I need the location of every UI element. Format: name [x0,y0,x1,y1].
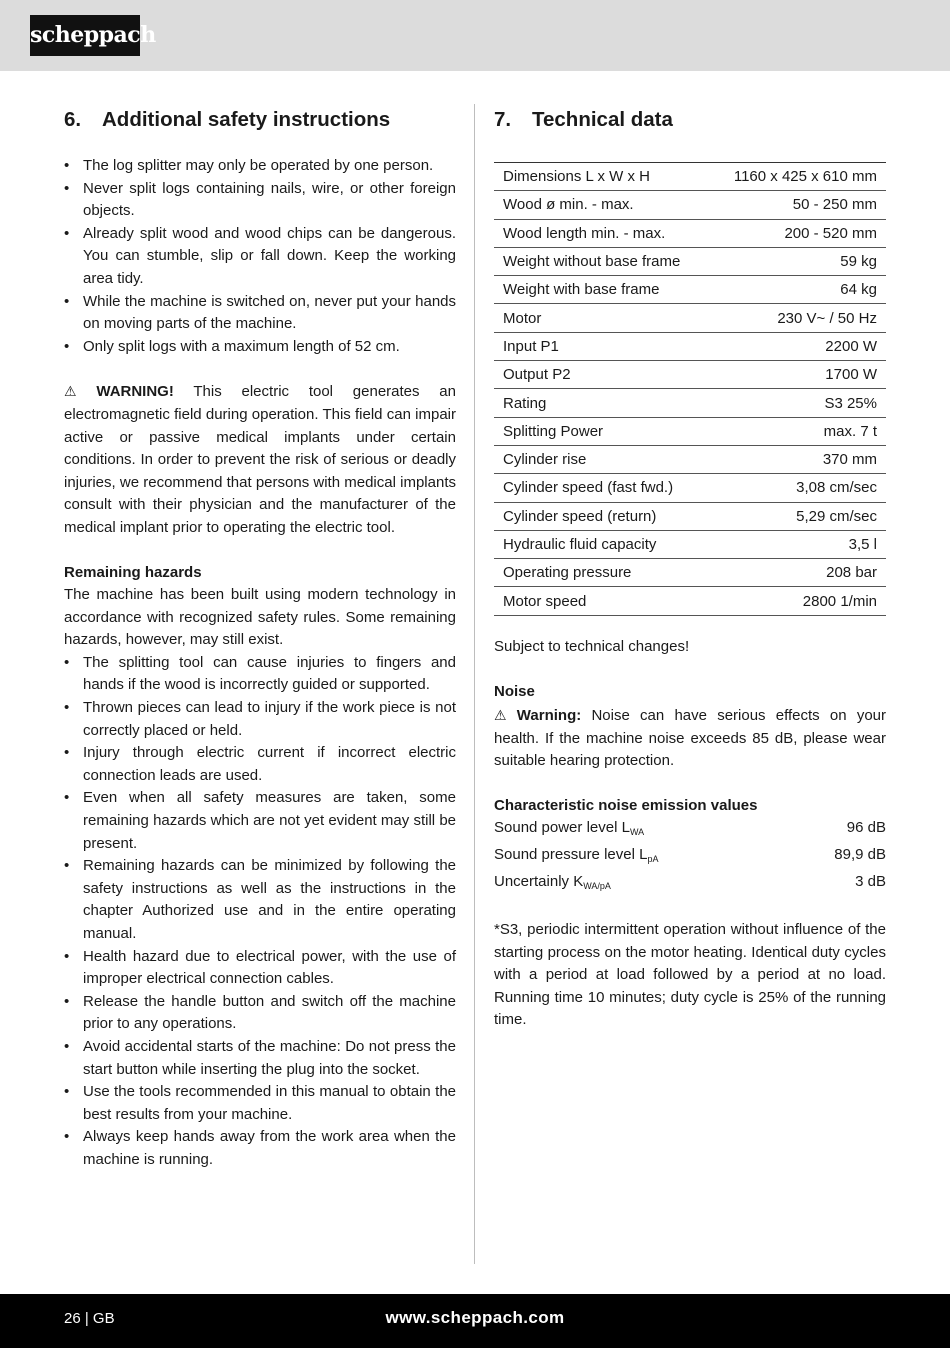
spec-value: 3,08 cm/sec [709,474,886,502]
spec-label: Splitting Power [494,417,709,445]
spec-value: 64 kg [709,276,886,304]
spec-value: 1160 x 425 x 610 mm [709,163,886,191]
list-item: • The log splitter may only be operated by one person. [64,155,456,178]
table-row [494,389,886,417]
table-row [494,219,886,247]
technical-changes-note: Subject to technical changes! [494,637,690,655]
spec-value: 230 V~ / 50 Hz [709,304,886,332]
section-6-number: 6. [64,108,82,131]
emission-value: 96 dB [846,819,886,837]
remaining-hazards-intro: The machine has been built using modern technology in accordance with recognized safety rules. Some remaining hazards, however, may still exist. [64,586,456,649]
section-6-heading [64,104,456,136]
emission-value: 89,9 dB [834,845,886,863]
emission-label: Sound power level $L_{WA}$ [494,819,645,838]
spec-label: Motor speed [494,587,709,615]
table-row [494,502,886,530]
table-row [494,559,886,587]
list-item: • The splitting tool can cause injuries to fingers and hands if the wood is incorrectly guided or supported. [64,652,456,697]
warning-triangle-icon: ⚠ [494,706,507,723]
spec-label: Dimensions L x W x H [494,163,709,191]
spec-label: Input P1 [494,332,709,360]
spec-label: Cylinder speed (return) [494,502,709,530]
noise-warning-text: Noise can have serious effects on your health. If the machine noise exceeds 85 dB, please wear suitable hearing protection. [494,706,886,770]
section-7-heading [494,104,886,136]
list-item: • Remaining hazards can be minimized by following the safety instructions as well as the instructions in the chapter Authorized use and in the entire operating manual. [64,855,456,945]
website-url: www.scheppach.com [385,1308,565,1327]
footer-bar [0,1294,950,1348]
table-row [494,361,886,389]
section-7-title: Technical data [532,108,673,131]
hazards-bullet-list [64,652,456,1172]
spec-value: 1700 W [709,361,886,389]
emission-values-heading: Characteristic noise emission values [494,796,758,814]
list-item: • Use the tools recommended in this manual to obtain the best results from your machine. [64,1081,456,1126]
spec-value: 370 mm [709,445,886,473]
section-technical-data [494,104,886,1032]
table-row [494,530,886,558]
noise-heading: Noise [494,683,535,701]
list-item: • Release the handle button and switch off the machine prior to any operations. [64,991,456,1036]
spec-value: S3 25% [709,389,886,417]
list-item: • Always keep hands away from the work area when the machine is running. [64,1126,456,1171]
spec-label: Cylinder rise [494,445,709,473]
table-row [494,445,886,473]
table-row [494,474,886,502]
spec-value: 208 bar [709,559,886,587]
remaining-hazards-heading: Remaining hazards [64,563,202,581]
emission-row [494,871,886,898]
page-number: 26 | GB [64,1310,115,1327]
spec-value: 2800 1/min [709,587,886,615]
table-row [494,163,886,191]
warning-label: WARNING! [96,383,174,401]
table-row [494,191,886,219]
spec-value: 5,29 cm/sec [709,502,886,530]
spec-value: 200 - 520 mm [709,219,886,247]
table-row [494,247,886,275]
list-item: • Injury through electric current if incorrect electric connection leads are used. [64,742,456,787]
column-divider [474,104,475,1264]
s3-duty-cycle-note: *S3, periodic intermittent operation without influence of the starting process on the motor heating. Identical duty cycles with a period at load followed by a period at no load. Running time 10 minutes; duty cycle is 25% of the running time. [494,921,886,1029]
emf-warning-paragraph [64,380,456,539]
section-7-number: 7. [494,108,512,131]
list-item: • Already split wood and wood chips can be dangerous. You can stumble, slip or fall down. Keep the working area tidy. [64,223,456,291]
list-item: • Only split logs with a maximum length of 52 cm. [64,336,456,359]
table-row [494,276,886,304]
list-item: • Health hazard due to electrical power, with the use of improper electrical connection cables. [64,946,456,991]
spec-label: Hydraulic fluid capacity [494,530,709,558]
spec-label: Output P2 [494,361,709,389]
section-safety-instructions [64,104,456,1172]
list-item: • Never split logs containing nails, wire, or other foreign objects. [64,178,456,223]
spec-label: Motor [494,304,709,332]
list-item: • Thrown pieces can lead to injury if the work piece is not correctly placed or held. [64,697,456,742]
noise-warning-label: Warning: [516,706,582,724]
spec-label: Operating pressure [494,559,709,587]
spec-label: Cylinder speed (fast fwd.) [494,474,709,502]
technical-data-table [494,162,886,616]
spec-value: 50 - 250 mm [709,191,886,219]
table-row [494,304,886,332]
spec-label: Weight without base frame [494,247,709,275]
emission-row [494,844,886,871]
table-row [494,417,886,445]
safety-bullet-list [64,155,456,358]
noise-warning-paragraph [494,704,886,773]
brand-logo: scheppach [30,15,140,56]
emission-label: Uncertainly $K_{WA/pA}$ [494,872,611,891]
spec-label: Wood ø min. - max. [494,191,709,219]
spec-value: 3,5 l [709,530,886,558]
warning-text: This electric tool generates an electromagnetic field during operation. This field can impair active or passive medical implants under certain conditions. In order to prevent the risk of serious or deadly injuries, we recommend that persons with medical implants consult with their physician and the manufacturer of the medical implant prior to operating the electric tool. [64,383,456,536]
emission-row [494,817,886,844]
warning-triangle-icon: ⚠ [64,383,77,400]
spec-label: Rating [494,389,709,417]
section-6-title: Additional safety instructions [102,108,391,131]
spec-value: max. 7 t [709,417,886,445]
table-row [494,332,886,360]
emission-value: 3 dB [855,872,886,890]
emission-label: Sound pressure level $L_{pA}$ [494,845,659,864]
table-row [494,587,886,615]
list-item: • While the machine is switched on, never put your hands on moving parts of the machine. [64,291,456,336]
spec-label: Wood length min. - max. [494,219,709,247]
spec-value: 2200 W [709,332,886,360]
spec-value: 59 kg [709,247,886,275]
header-bar [0,0,950,71]
spec-label: Weight with base frame [494,276,709,304]
list-item: • Even when all safety measures are taken, some remaining hazards which are not yet evident may still be present. [64,787,456,855]
list-item: • Avoid accidental starts of the machine: Do not press the start button while inserting the plug into the socket. [64,1036,456,1081]
